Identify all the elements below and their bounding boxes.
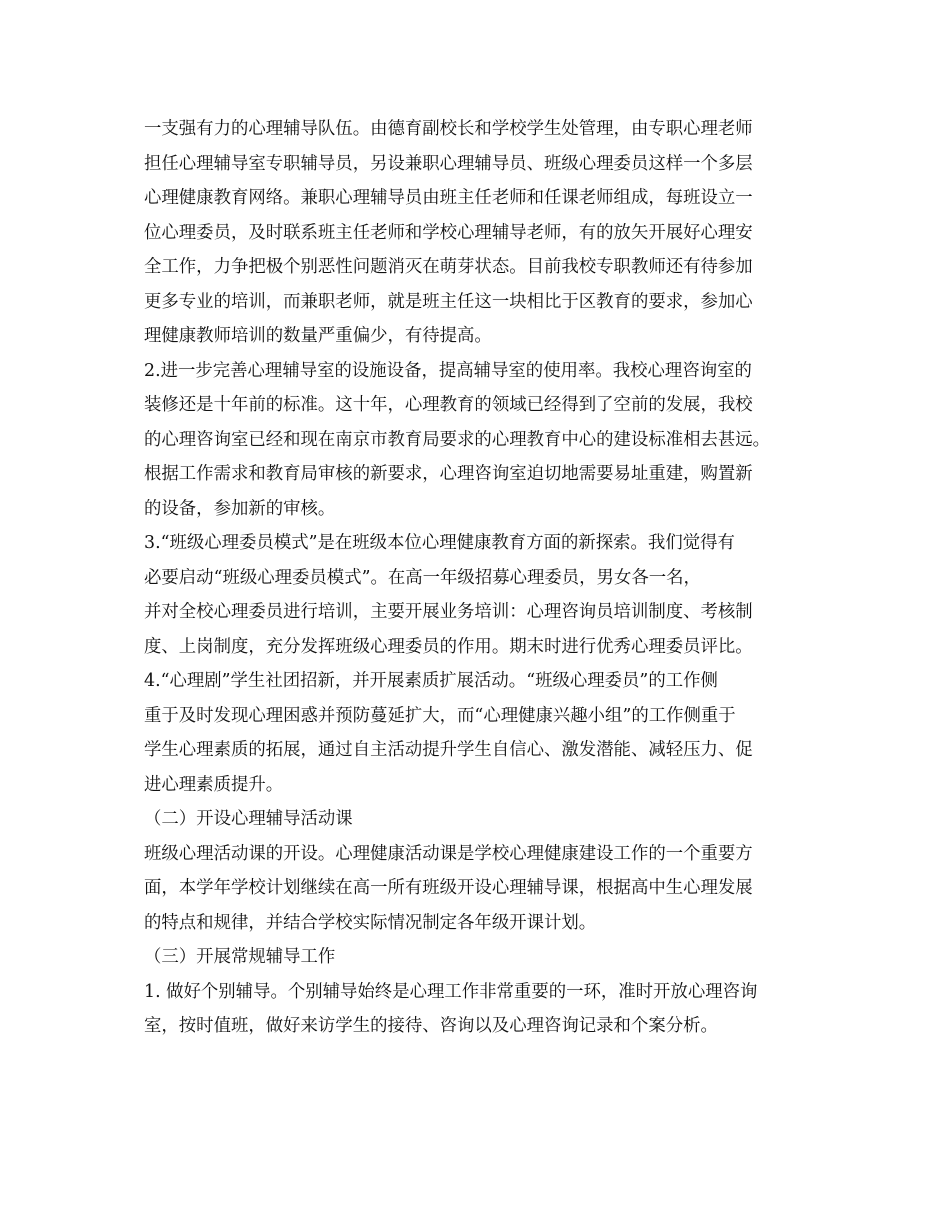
- document-body: [144, 112, 814, 1044]
- text-line: 重于及时发现心理困惑并预防蔓延扩大，而“心理健康兴趣小组”的工作侧重于: [144, 705, 736, 726]
- text-line: 学生心理素质的拓展，通过自主活动提升学生自信心、激发潜能、减轻压力、促: [144, 740, 753, 760]
- text-line: 3.“班级心理委员模式”是在班级本位心理健康教育方面的新探索。我们觉得有: [144, 533, 735, 553]
- text-line: 面，本学年学校计划继续在高一所有班级开设心理辅导课，根据高中生心理发展: [144, 878, 753, 898]
- text-line: 进心理素质提升。: [144, 774, 284, 795]
- text-line: 的设备，参加新的审核。: [144, 498, 336, 519]
- text-line: 2.进一步完善心理辅导室的设施设备，提高辅导室的使用率。我校心理咨询室的: [144, 360, 752, 381]
- text-line: 的心理咨询室已经和现在南京市教育局要求的心理教育中心的建设标准相去甚远。: [144, 429, 771, 450]
- text-line: 根据工作需求和教育局审核的新要求，心理咨询室迫切地需要易址重建，购置新: [144, 464, 753, 484]
- section-heading: （三）开展常规辅导工作: [144, 947, 336, 967]
- text-line: 1. 做好个别辅导。个别辅导始终是心理工作非常重要的一环，准时开放心理咨询: [144, 981, 758, 1002]
- text-line: 一支强有力的心理辅导队伍。由德育副校长和学校学生处管理，由专职心理老师: [144, 119, 753, 139]
- text-line: 班级心理活动课的开设。心理健康活动课是学校心理健康建设工作的一个重要方: [144, 843, 753, 864]
- text-line: 并对全校心理委员进行培训，主要开展业务培训：心理咨询员培训制度、考核制: [144, 602, 753, 622]
- text-line: 度、上岗制度，充分发挥班级心理委员的作用。期末时进行优秀心理委员评比。: [144, 636, 753, 657]
- text-line: 理健康教师培训的数量严重偏少，有待提高。: [144, 326, 492, 346]
- text-line: 担任心理辅导室专职辅导员，另设兼职心理辅导员、班级心理委员这样一个多层: [144, 153, 753, 174]
- text-line: 装修还是十年前的标准。这十年，心理教育的领域已经得到了空前的发展，我校: [144, 395, 753, 415]
- section-heading: （二）开设心理辅导活动课: [144, 809, 353, 829]
- text-line: 全工作，力争把极个别恶性问题消灭在萌芽状态。目前我校专职教师还有待参加: [144, 257, 753, 277]
- text-line: 必要启动“班级心理委员模式”。在高一年级招募心理委员，男女各一名，: [144, 567, 701, 588]
- text-line: 室，按时值班，做好来访学生的接待、咨询以及心理咨询记录和个案分析。: [144, 1016, 718, 1036]
- text-line: 位心理委员，及时联系班主任老师和学校心理辅导老师，有的放矢开展好心理安: [144, 222, 753, 243]
- text-line: 4.“心理剧”学生社团招新，并开展素质扩展活动。“班级心理委员”的工作侧: [144, 671, 718, 691]
- text-line: 心理健康教育网络。兼职心理辅导员由班主任老师和任课老师组成，每班设立一: [144, 188, 753, 208]
- text-line: 更多专业的培训，而兼职老师，就是班主任这一块相比于区教育的要求，参加心: [144, 291, 753, 312]
- text-line: 的特点和规律，并结合学校实际情况制定各年级开课计划。: [144, 912, 597, 933]
